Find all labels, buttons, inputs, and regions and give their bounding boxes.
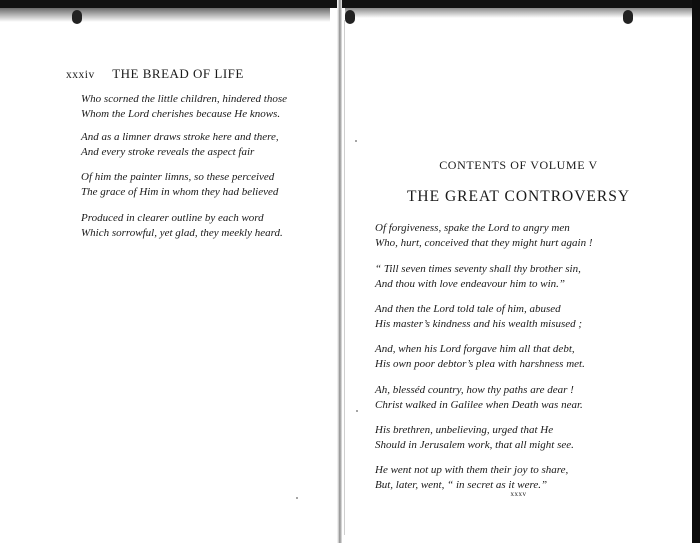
stanza xyxy=(375,262,581,292)
running-head xyxy=(66,66,244,82)
verse-line: His brethren, unbelieving, urged that He xyxy=(375,424,554,436)
scan-right-border xyxy=(692,0,700,543)
verse-line: Of forgiveness, spake the Lord to angry men xyxy=(375,222,570,234)
verse-line: He went not up with them their joy to share, xyxy=(375,464,569,476)
verse-line: His own poor debtor’s plea with harshness met. xyxy=(375,358,585,370)
verse-line: But, later, went, “ in secret as it were.” xyxy=(375,479,548,491)
page-number: xxxiv xyxy=(66,69,95,81)
verse-line: And thou with love endeavour him to win.” xyxy=(375,278,566,290)
verse-line: His master’s kindness and his wealth misused ; xyxy=(375,318,583,330)
stanza xyxy=(81,92,287,122)
stanza xyxy=(81,130,279,160)
left-page xyxy=(0,0,337,543)
verse-line: And, when his Lord forgave him all that debt, xyxy=(375,343,575,355)
verse-line: Who scorned the little children, hindered those xyxy=(81,93,288,105)
section-title: THE GREAT CONTROVERSY xyxy=(406,188,631,205)
verse-line: Christ walked in Galilee when Death was near. xyxy=(375,399,583,411)
stanza xyxy=(81,211,283,241)
verse-line: Who, hurt, conceived that they might hurt again ! xyxy=(375,237,593,249)
verse-line: Produced in clearer outline by each word xyxy=(81,212,264,224)
verse-line: And then the Lord told tale of him, abused xyxy=(375,303,561,315)
verse-line: Of him the painter limns, so these perceived xyxy=(81,171,275,183)
verse-line: And every stroke reveals the aspect fair xyxy=(81,146,255,158)
stanza xyxy=(375,342,585,372)
running-title: THE BREAD OF LIFE xyxy=(112,66,244,81)
stanza xyxy=(375,302,582,332)
stanza xyxy=(81,170,278,200)
verse-line: And as a limner draws stroke here and there, xyxy=(81,131,279,143)
verse-line: Ah, blesséd country, how thy paths are dear ! xyxy=(375,384,574,396)
stanza xyxy=(375,221,593,251)
contents-heading: CONTENTS OF VOLUME V xyxy=(439,158,598,172)
page-number: xxxv xyxy=(510,490,527,498)
right-page xyxy=(345,0,692,543)
book-gutter xyxy=(337,0,342,543)
verse-line: Should in Jerusalem work, that all might see. xyxy=(375,439,574,451)
verse-line: Which sorrowful, yet glad, they meekly heard. xyxy=(81,227,283,239)
stanza xyxy=(375,463,568,493)
stanza xyxy=(375,423,574,453)
verse-line: The grace of Him in whom they had believed xyxy=(81,186,279,198)
verse-line: “ Till seven times seventy shall thy brother sin, xyxy=(375,263,581,275)
verse-line: Whom the Lord cherishes because He knows. xyxy=(81,108,281,120)
stanza xyxy=(375,383,583,413)
